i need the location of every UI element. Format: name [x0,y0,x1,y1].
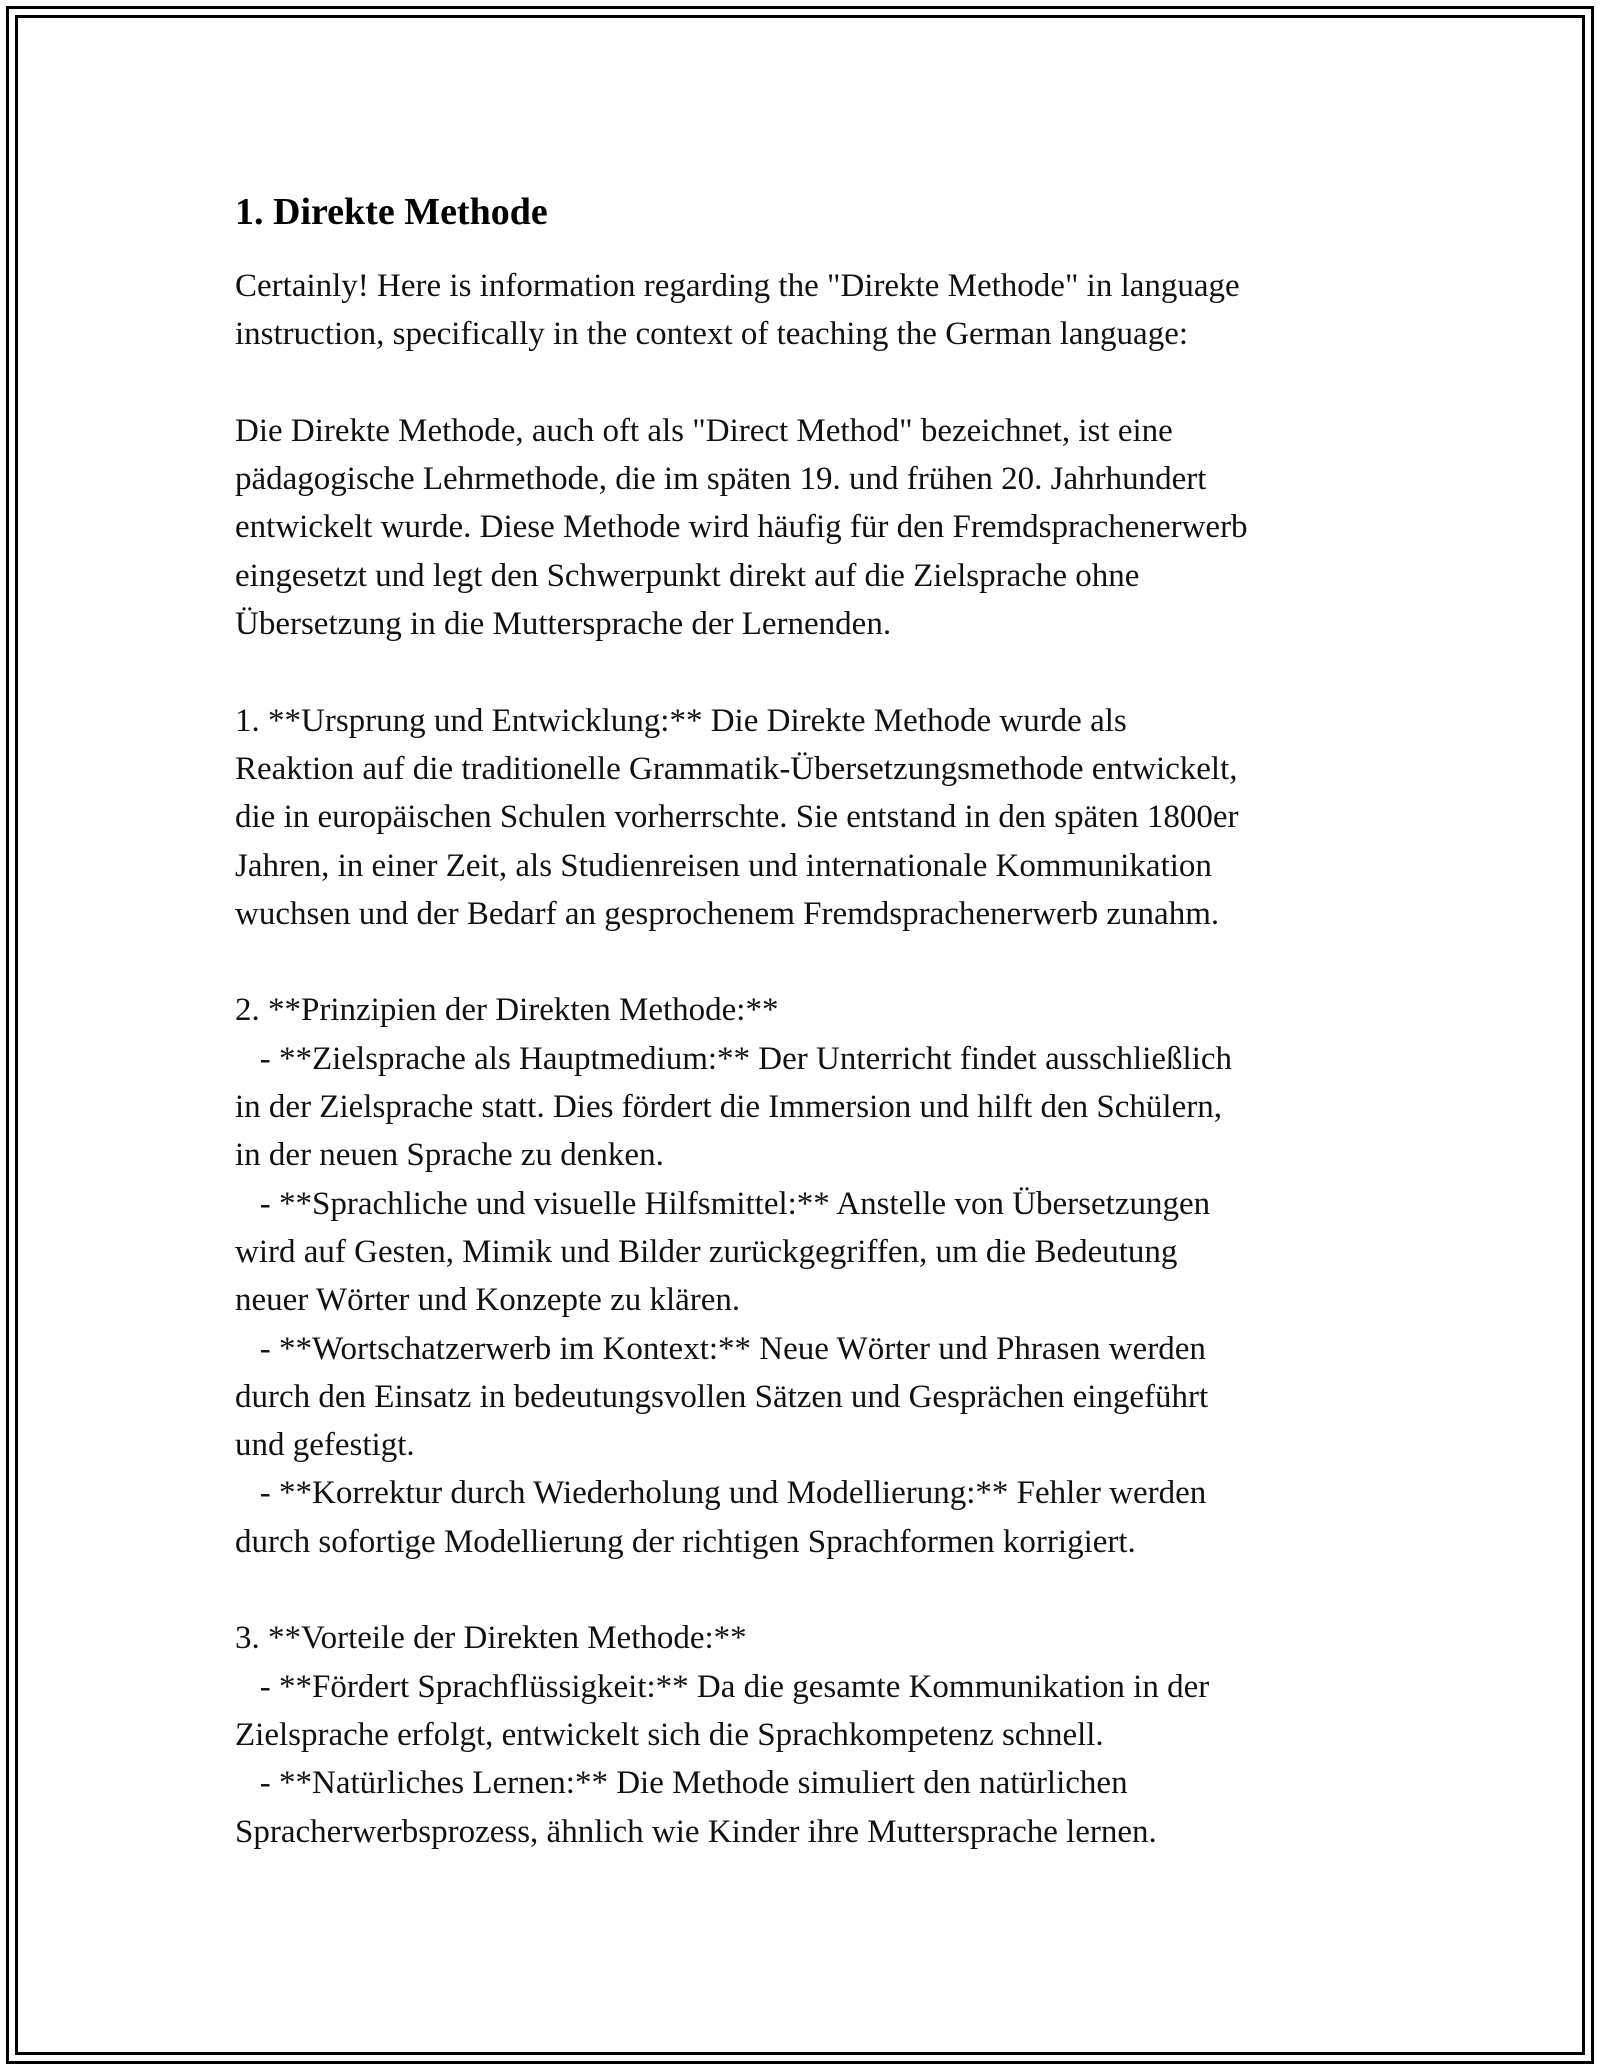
text-line: und gefestigt. [235,1427,415,1464]
text-line: in der Zielsprache statt. Dies fördert die Immersion und hilft den Schülern, [235,1089,1222,1126]
text-line: - **Sprachliche und visuelle Hilfsmittel:** Anstelle von Übersetzungen [235,1185,1211,1222]
document-text [235,262,1385,1856]
blank-line [235,359,1385,407]
text-line: 3. **Vorteile der Direkten Methode:** [235,1620,747,1657]
text-line: pädagogische Lehrmethode, die im späten 19. und frühen 20. Jahrhundert [235,461,1207,498]
text-line: - **Zielsprache als Hauptmedium:** Der Unterricht findet ausschließlich [235,1040,1233,1077]
text-line: 2. **Prinzipien der Direkten Methode:** [235,992,779,1029]
document-body [235,186,1385,1856]
text-line: durch sofortige Modellierung der richtigen Sprachformen korrigiert. [235,1523,1136,1560]
text-line: Jahren, in einer Zeit, als Studienreisen und internationale Kommunikation [235,847,1212,884]
text-line: Spracherwerbsprozess, ähnlich wie Kinder ihre Muttersprache lernen. [235,1813,1157,1850]
blank-line [235,648,1385,696]
blank-line [235,938,1385,986]
text-line: entwickelt wurde. Diese Methode wird häufig für den Fremdsprachenerwerb [235,509,1248,546]
text-line: instruction, specifically in the context of teaching the German language: [235,316,1189,353]
text-line: - **Natürliches Lernen:** Die Methode simuliert den natürlichen [235,1765,1128,1802]
text-line: Zielsprache erfolgt, entwickelt sich die Sprachkompetenz schnell. [235,1716,1104,1753]
text-line: - **Wortschatzerwerb im Kontext:** Neue Wörter und Phrasen werden [235,1330,1206,1367]
text-line: durch den Einsatz in bedeutungsvollen Sätzen und Gesprächen eingeführt [235,1378,1209,1415]
text-line: Die Direkte Methode, auch oft als "Direct Method" bezeichnet, ist eine [235,412,1173,449]
text-line: Certainly! Here is information regarding the "Direkte Methode" in language [235,268,1240,304]
text-line: in der neuen Sprache zu denken. [235,1137,664,1174]
text-line: eingesetzt und legt den Schwerpunkt direkt auf die Zielsprache ohne [235,557,1140,594]
blank-line [235,1566,1385,1614]
section-heading: 1. Direkte Methode [235,191,548,233]
text-line: wird auf Gesten, Mimik und Bilder zurückgegriffen, um die Bedeutung [235,1233,1178,1270]
text-line: Übersetzung in die Muttersprache der Lernenden. [235,606,892,643]
text-line: wuchsen und der Bedarf an gesprochenem Fremdsprachenerwerb zunahm. [235,895,1220,932]
text-line: 1. **Ursprung und Entwicklung:** Die Direkte Methode wurde als [235,702,1127,739]
text-line: Reaktion auf die traditionelle Grammatik-Übersetzungsmethode entwickelt, [235,750,1238,787]
text-line: - **Fördert Sprachflüssigkeit:** Da die gesamte Kommunikation in der [235,1668,1210,1705]
text-line: neuer Wörter und Konzepte zu klären. [235,1282,741,1319]
text-line: - **Korrektur durch Wiederholung und Modellierung:** Fehler werden [235,1475,1207,1512]
text-line: die in europäischen Schulen vorherrschte. Sie entstand in den späten 1800er [235,799,1239,836]
